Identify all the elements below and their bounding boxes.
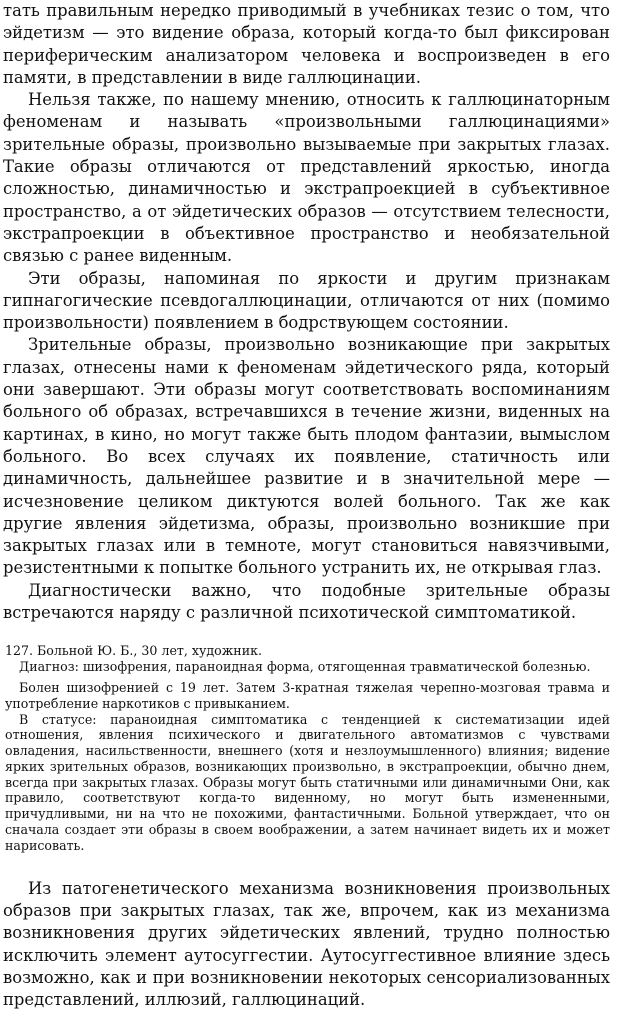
paragraph: Нельзя также, по нашему мнению, относить к галлюцинаторным феноменам и называть «произвольными галлюцинациями» зрительные образы, произвольно вызываемые при закрытых глазах. Такие образы отличаются от представлений яркостью, иногда сложностью, динамичностью и экстрапроекцией в субъективное пространство, а от эйдетических образов — отсутствием телесности, экстрапроекции в объективное пространство и необязательной связью с ранее виденным. bbox=[3, 90, 610, 266]
paragraph: Диагностически важно, что подобные зрительные образы встречаются наряду с различной психотической симптоматикой. bbox=[3, 580, 610, 623]
closing-section bbox=[3, 878, 610, 1011]
case-diagnosis: Диагноз: шизофрения, параноидная форма, отягощенная травматической болезнью. bbox=[19, 659, 591, 675]
case-heading: 127. Больной Ю. Б., 30 лет, художник. bbox=[5, 643, 262, 659]
paragraph: Эти образы, напоминая по яркости и другим признакам гипнагогические псевдогаллюцинации, отличаются от них (помимо произвольности) появлением в бодрствующем состоянии. bbox=[3, 268, 610, 333]
case-report bbox=[3, 643, 610, 853]
main-text bbox=[3, 0, 610, 624]
closing-paragraph: Из патогенетического механизма возникновения произвольных образов при закрытых глазах, так же, впрочем, как из механизма возникновения других эйдетических явлений, трудно полностью исключить элемент аутосуггестии. Аутосуггестивное влияние здесь возможно, как и при возникновении некоторых сенсориализованных представлений, иллюзий, галлюцинаций. bbox=[3, 878, 610, 1010]
case-history: Болен шизофренией с 19 лет. Затем 3-кратная тяжелая черепно-мозговая травма и употребление наркотиков с привыканием. bbox=[5, 679, 610, 711]
paragraph: Зрительные образы, произвольно возникающие при закрытых глазах, отнесены нами к феноменам эйдетического ряда, который они завершают. Эти образы могут соответствовать воспоминаниям больного об образах, встречавшихся в течение жизни, виденных на картинах, в кино, но могут также быть плодом фантазии, вымыслом больного. Во всех случаях их появление, статичность или динамичность, дальнейшее развитие и в значительной мере — исчезновение целиком диктуются волей больного. Так же как другие явления эйдетизма, образы, произвольно возникшие при закрытых глазах или в темноте, могут становиться навязчивыми, резистентными к попытке больного устранить их, не открывая глаз. bbox=[3, 335, 610, 578]
paragraph-continuation: тать правильным нередко приводимый в учебниках тезис о том, что эйдетизм — это видение образа, который когда-то был фиксирован периферическим анализатором человека и воспроизведен в его памяти, в представлении в виде галлюцинации. bbox=[3, 1, 610, 87]
case-status: В статусе: параноидная симптоматика с тенденцией к систематизации идей отношения, явления психического и двигательного автоматизмов с чувствами овладения, насильственности, внешнего (хотя и незлоумышленного) влияния; видение ярких зрительных образов, возникающих произвольно, в экстрапроекции, обычно днем, всегда при закрытых глазах. Образы могут быть статичными или динамичными Они, как правило, соответствуют когда-то виденному, но могут быть измененными, причудливыми, ни на что не похожими, фантастичными. Больной утверждает, что он сначала создает эти образы в своем воображении, а затем начинает видеть их и может нарисовать. bbox=[5, 711, 610, 853]
